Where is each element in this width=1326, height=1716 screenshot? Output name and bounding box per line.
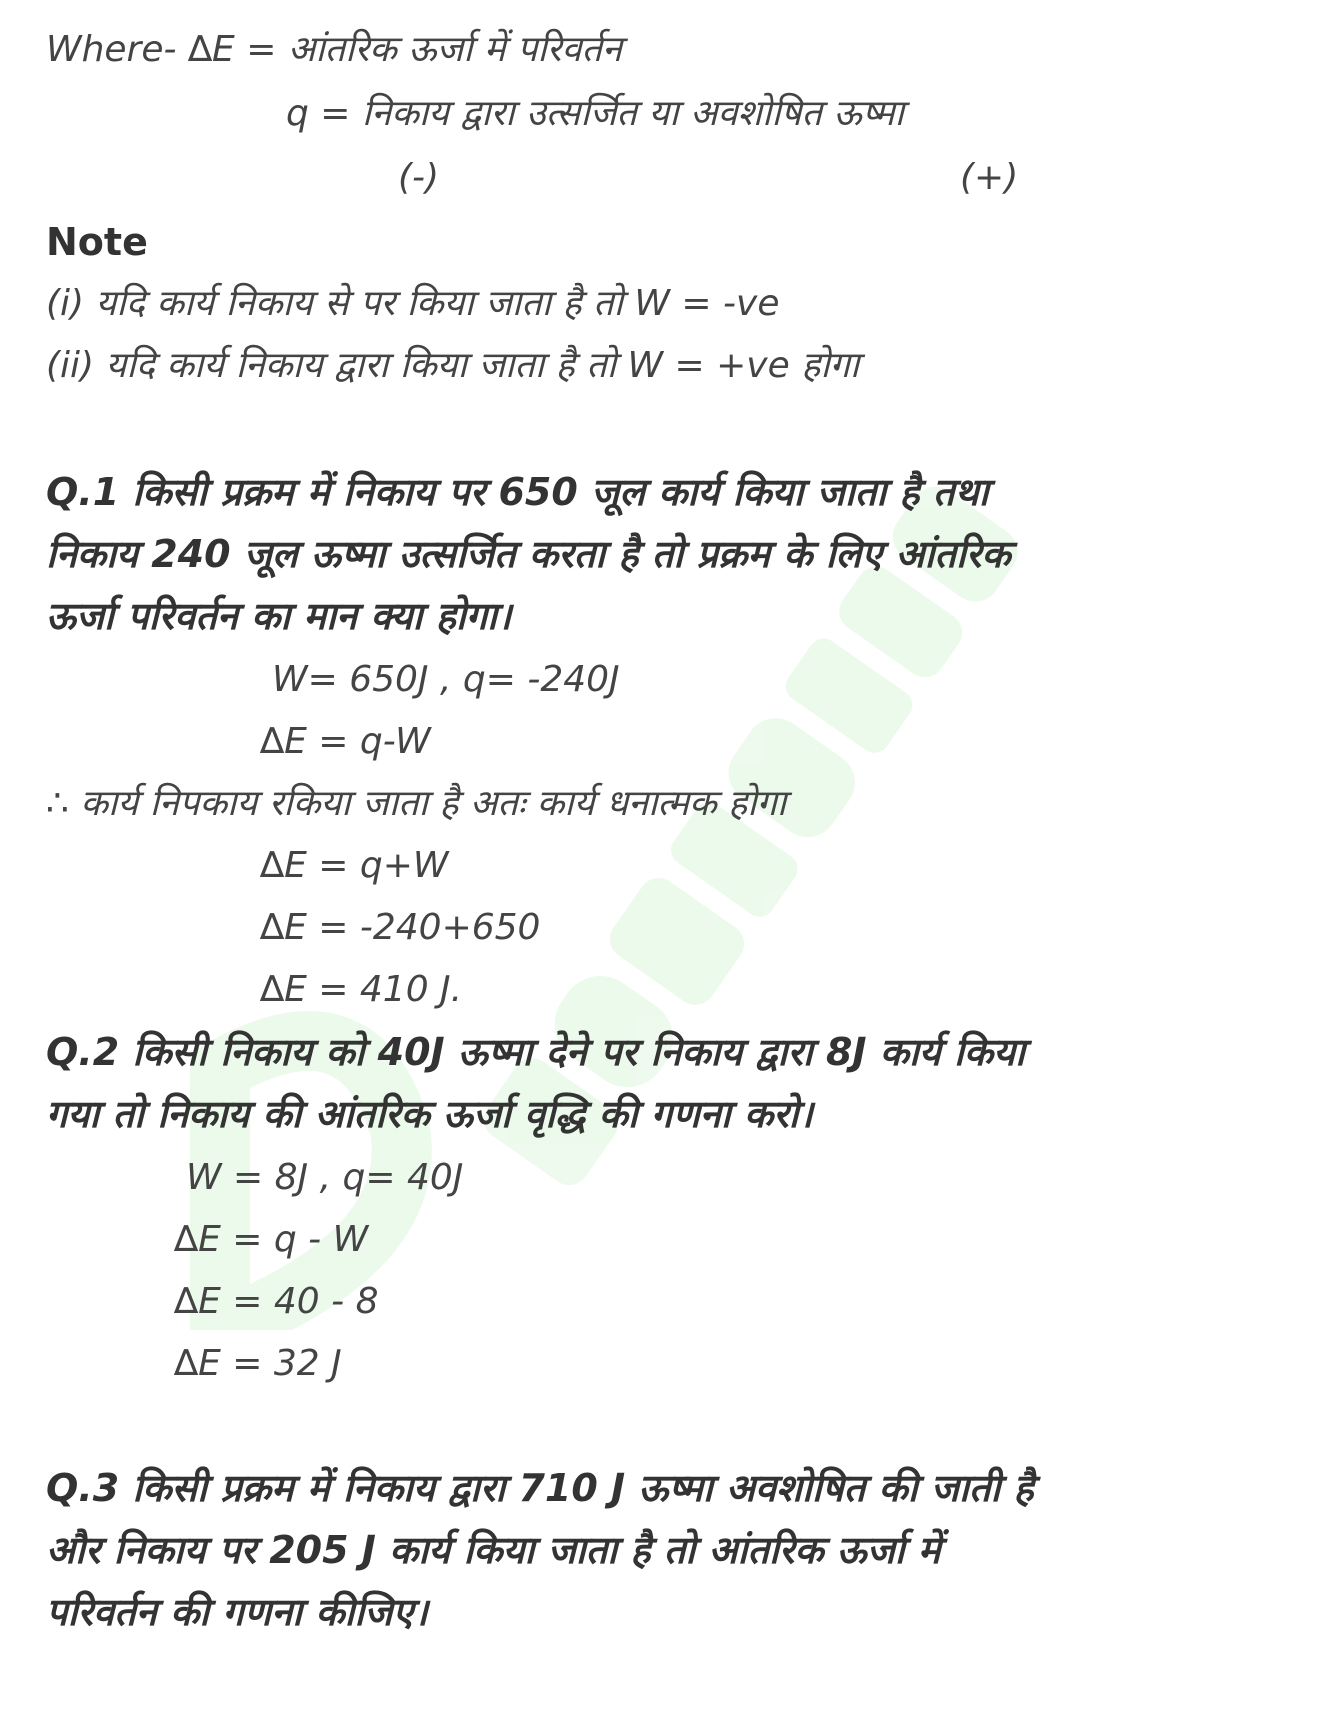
q1-step-5: ∆E = -240+650 xyxy=(260,907,541,948)
q2-step-2: ∆E = q - W xyxy=(174,1219,369,1260)
definition-delta-e: Where- ∆E = आंतरिक ऊर्जा में परिवर्तन xyxy=(46,29,622,70)
q1-line-1: Q.1 किसी प्रक्रम में निकाय पर 650 जूल कार्य किया जाता है तथा xyxy=(46,470,989,514)
sign-minus: (-) xyxy=(398,157,440,198)
q1-line-3: ऊर्जा परिवर्तन का मान क्या होगा। xyxy=(46,594,512,638)
q1-step-4: ∆E = q+W xyxy=(260,845,449,886)
q1-step-6: ∆E = 410 J. xyxy=(260,969,463,1010)
q1-step-3: ∴ कार्य निपकाय रकिया जाता है अतः कार्य धनात्मक होगा xyxy=(46,783,787,824)
q2-line-1: Q.2 किसी निकाय को 40J ऊष्मा देने पर निकाय द्वारा 8J कार्य किया xyxy=(46,1030,1025,1074)
q2-step-3: ∆E = 40 - 8 xyxy=(174,1281,379,1322)
q2-step-4: ∆E = 32 J xyxy=(174,1343,342,1384)
q2-line-2: गया तो निकाय की आंतरिक ऊर्जा वृद्धि की गणना करो। xyxy=(46,1092,813,1136)
q2-step-1: W = 8J , q= 40J xyxy=(186,1157,464,1198)
q3-line-2: और निकाय पर 205 J कार्य किया जाता है तो आंतरिक ऊर्जा में xyxy=(46,1528,941,1572)
note-heading: Note xyxy=(46,220,148,264)
q3-line-3: परिवर्तन की गणना कीजिए। xyxy=(46,1590,428,1634)
q1-line-2: निकाय 240 जूल ऊष्मा उत्सर्जित करता है तो प्रक्रम के लिए आंतरिक xyxy=(46,532,1011,576)
note-point-2: (ii) यदि कार्य निकाय द्वारा किया जाता है तो W = +ve होगा xyxy=(46,345,860,386)
note-point-1: (i) यदि कार्य निकाय से पर किया जाता है तो W = -ve xyxy=(46,283,780,324)
q1-step-1: W= 650J , q= -240J xyxy=(272,659,620,700)
q1-step-2: ∆E = q-W xyxy=(260,721,431,762)
q3-line-1: Q.3 किसी प्रक्रम में निकाय द्वारा 710 J ऊष्मा अवशोषित की जाती है xyxy=(46,1466,1034,1510)
sign-plus: (+) xyxy=(960,157,1019,198)
definition-q: q = निकाय द्वारा उत्सर्जित या अवशोषित ऊष्मा xyxy=(286,93,904,134)
